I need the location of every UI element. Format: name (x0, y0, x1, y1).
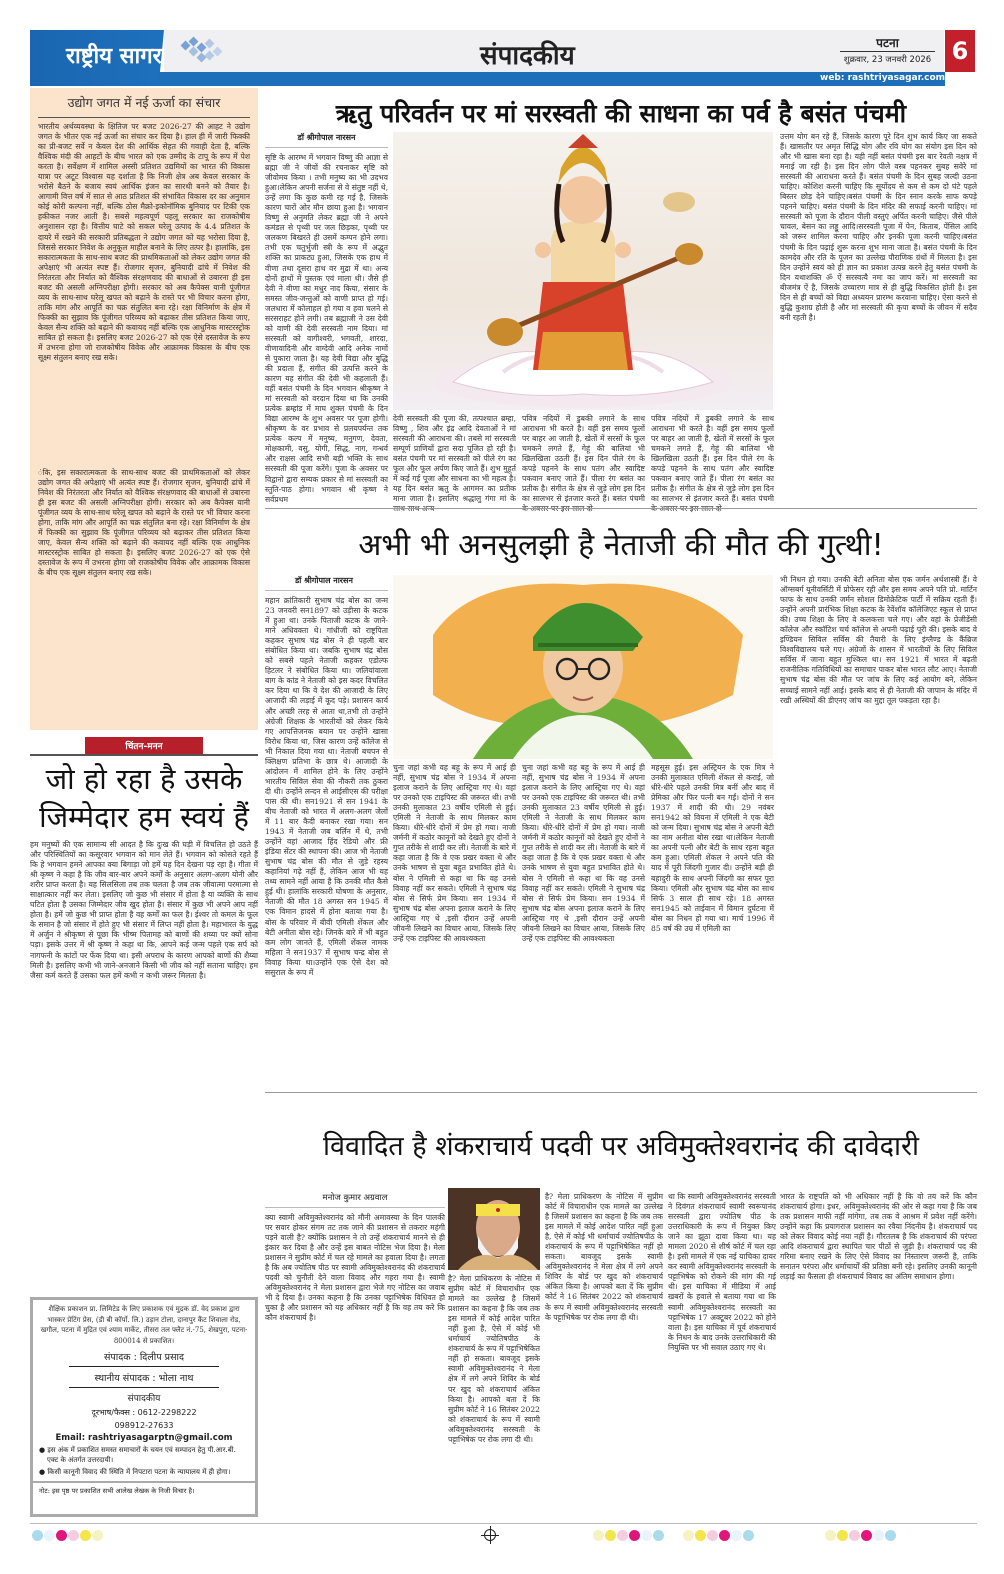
article2-col2b (522, 763, 645, 1085)
color-swatch (873, 1530, 884, 1541)
article2-col2-text: चुना जहां कभी वह बहू के रूप में आई ही नहीं, सुभाष चंद्र बोस ने 1934 में अपना इलाज कराने के लिए आस्ट्रिया गए थे। वहां पर उनको एक टाइपिस्ट की जरूरत थी। तभी उनकी मुलाकात 23 वर्षीय एमिली से हुई। एमिली ने नेताजी के साथ मिलकर काम किया। धीरे-धीरे दोनों में प्रेम हो गया। नाजी जर्मनी में कठोर कानूनों को देखते हुए दोनों ने गुप्त तरीके से शादी कर ली। नेताजी के बारे में कहा जाता है कि वे एक प्रखर वक्ता थे और उनके भाषण से युवा बहुत प्रभावित होते थे। बोस ने एमिली से कहा था कि वह उनसे विवाह नहीं कर सकते। एमिली ने सुभाष चंद्र बोस से सिर्फ प्रेम किया। सन 1934 में सुभाष चंद्र बोस अपना इलाज कराने के लिए आस्ट्रिया गए थे ,इसी दौरान उन्हें अपनी जीवनी लिखने का विचार आया, जिसके लिए उन्हें एक टाइपिस्ट की आवश्यकता (393, 763, 516, 943)
disclaimer-1-text: इस अंक में प्रकाशित समस्त समाचारों के चयन एवं सम्पादन हेतु पी.आर.बी. एक्ट के अंतर्गत उत्तरदायी। (47, 1446, 236, 1464)
article1-col3b-text: पवित्र नदियों में डुबकी लगाने के साथ आराधना भी करते है। वहीं इस समय फूलों पर बाहर आ जाती है, खेतों में सरसों के फूल चमकने लगते हैं, गेहूं की बालियां भी खिलखिला उठती हैं। इस दिन पीले रंग के कपड़े पहनने के साथ पतंग और स्वादिष्ट पकवान बनाए जाते हैं। पीला रंग बसंत का प्रतीक है। संगीत के क्षेत्र से जुड़े लोग इस दिन का सालभर से इंतजार करते हैं। बसंत पंचमी (651, 414, 774, 504)
color-swatch (605, 1530, 616, 1541)
article3-headline[interactable]: विवादित है शंकराचार्य पदवी पर अविमुक्तेश्वरानंद की दावेदारी (322, 1131, 920, 1162)
color-swatch (719, 1530, 730, 1541)
article3-col2b-text: है? मेला प्राधिकरण के नोटिस में सुप्रीम कोर्ट में विचाराधीन एक मामले का उल्लेख है जिसमें प्रशासन का कहना है कि जब तक इस मामले में कोई आदेश पारित नहीं हुआ है, ऐसे में कोई भी धर्माचार्य ज्योतिषपीठ के शंकराचार्य के रूप में पट्टाभिषेकित नहीं हो सकता। बावजूद इसके स्वामी अविमुक्तेश्वरानंद ने मेला क्षेत्र में लगे अपने शिविर के बोर्ड पर खुद को शंकराचार्य अंकित किया है। आपको बता दें कि सुप्रीम कोर्ट ने 16 सितंबर 2022 को शंकराचार्य के रूप में स्वामी अविमुक्तेश्वरानंद सरस्वती के पट्टाभिषेक पर रोक लगा दी थी। (545, 1192, 663, 1322)
color-swatch (683, 1530, 694, 1541)
article1-col1 (265, 132, 388, 517)
article3-col1 (265, 1192, 445, 1535)
article2-col4 (780, 575, 977, 1085)
color-swatch (80, 1530, 91, 1541)
chintan-manan-tag: चिंतन-मनन (85, 737, 203, 754)
website-link[interactable]: web: rashtriyasagar.com (820, 73, 946, 83)
local-editor-name: स्थानीय संपादक : भोला नाथ (69, 1371, 219, 1388)
netaji-portrait (393, 575, 773, 759)
article1-col4 (780, 132, 977, 500)
article3-col2b (545, 1192, 663, 1514)
diamond-pattern-icon (180, 36, 240, 66)
article2-byline: डॉ श्रीगोपाल नारसन (265, 575, 388, 591)
divider (30, 754, 258, 756)
article1-col1-text: सृष्टि के आरम्भ में भगवान विष्णु की आज्ञा से ब्रह्मा जी ने जीवों की रचनाकर सृष्टि को जीवोमय किया । तभी मनुष्य का भी उदभव हुआ।लेकिन अपनी सर्जना से वे संतुष्ट नहीं थे, उन्हें लगा कि कुछ कमी रह गई है, जिसके कारण चारों ओर मौन छाया हुआ है। भगवान विष्णु से अनुमति लेकर ब्रह्मा जी ने अपने कमंडल से पृथ्वी पर जल छिड़का, पृथ्वी पर जलकण बिखरते ही उसमें कम्पन होने लगा। तभी एक चतुर्भुजी स्त्री के रूप में अद्भुत शक्ति का प्राकट्य हुआ, जिसके एक हाथ में वीणा तथा दूसरा हाथ वर मुद्रा में था। अन्य दोनों हाथों में पुस्तक एवं माला थी। जैसे ही देवी ने वीणा का मधुर नाद किया, संसार के समस्त जीव-जन्तुओं को वाणी प्राप्त हो गई। जलधारा में कोलाहल हो गया व हवा चलने से सरसराहट होने लगी। तब ब्रह्माजी ने उस देवी को वाणी की देवी सरस्वती नाम दिया। मां सरस्वती को वागीश्वरी, भगवती, शारदा, वीणावादिनी और वाग्देवी आदि अनेक नामों से पुकारा जाता है। यह देवी विद्या और बुद्धि की प्रदाता हैं, संगीत की उत्पत्ति करने के कारण यह संगीत की देवी भी कहलाती हैं।वहीं बसंत पंचमी के दिन भगवान श्रीकृष्ण ने मां सरस्वती को वरदान दिया था कि उनकी प्रत्येक ब्रम्हांड में माघ शुक्ल पंचमी के दिन विद्या आरम्भ के शुभ अवसर पर पूजा होगी। श्रीकृष्ण के वर प्रभाव से प्रलयपर्यन्त तक प्रत्येक कल्प में मनुष्य, मनुगण, देवता, मोक्षकामी, वसु, योगी, सिद्ध, नाग, गन्धर्व और राक्षस आदि सभी बड़ी भक्ति के साथ सरस्वती की पूजा करेंगे। पूजा के अवसर पर विद्वानो द्वारा सम्यक प्रकार से मां सरस्वती का स्तुति-पाठ होगा। भगवान श्री कृष्ण ने सर्वप्रथम (265, 153, 388, 504)
color-swatch (707, 1530, 718, 1541)
color-swatch (861, 1530, 872, 1541)
sidebar-editorial-cont (30, 468, 258, 730)
article3-col1-text: क्या स्वामी अविमुक्तेश्वरानंद को मौनी अमावस्या के दिन पालकी पर सवार होकर संगम तट तक जाने की प्रशासन से तकरार महंगी पड़ने वाली है? क्योंकि प्रशासन ने तो उन्हें शंकराचार्य मानने से ही इंकार कर दिया है और उन्हें इस बाबत नोटिस भेज दिया है। मेला प्रशासन ने सुप्रीम कोर्ट में चल रहे मामले का हवाला दिया है। लगता है कि अब ज्योतिष पीठ पर स्वामी अविमुक्तेश्वरानंद की शंकराचार्य पदवी को चुनौती देने वाला विवाद और गहरा गया है। स्वामी अविमुक्तेश्वरानंद ने मेला प्रशासन द्वारा भेजे गए नोटिस का जवाब भी दे दिया है। उनका कहना है कि उनका पट्टाभिषेक विधिवत हो चुका है और प्रशासन को यह अधिकार नहीं है कि वह तय करे कि कौन शंकराचार्य है। (265, 1213, 445, 1323)
article3-byline: मनोज कुमार अग्रवाल (265, 1192, 445, 1208)
color-swatch (92, 1530, 103, 1541)
edition-city: पटना (840, 34, 935, 52)
footer-rule (30, 1523, 977, 1524)
chintan-body: हम मनुष्यों की एक सामान्य सी आदत है कि दुःख की घड़ी में विचलित हो उठते हैं और परिस्थितियों का कसूरवार भगवान को मान लेते हैं। भगवान को कोसते रहते हैं कि हे भगवान हमने आपका क्या बिगाड़ा जो हमें यह दिन देखना पड़ रहा है। गीता में श्री कृष्ण ने कहा है कि जीव बार-बार अपने कर्मों के अनुसार अलग-अलग योनी और शरीर प्राप्त करता है। यह सिलसिला तब तक चलता है जब तक जीवात्मा परमात्मा से साक्षात्कार नहीं कर लेता। इसलिए जो कुछ भी संसार में होता है या व्यक्ति के साथ घटित होता है उसका जिम्मेदार जीव खुद होता है। संसार में कुछ भी अपने आप नहीं होता है। हमें जो कुछ भी प्राप्त होता है वह कर्मों का फल है। ईश्वर तो कमल के फूल के समान है जो संसार में होते हुए भी संसार में लिप्त नहीं होता है। महाभारत के युद्ध में अर्जुन ने श्रीकृष्ण से पूछा कि भीष्म पितामह को बाणों की शय्या पर क्यों सोना पड़ा। इसके उत्तर में श्री कृष्ण ने कहा था कि, आपने कई जन्म पहले एक सर्प को नागफनी के कांटों पर फेंक दिया था। इसी अपराध के कारण आपको बाणों की शैय्या मिली है। इसलिए कभी भी जाने-अनजाने किसी भी जीव को नहीं सताना चाहिए। हम जैसा कर्म करते हैं उसका फल हमें कभी न कभी जरूर मिलता है। (30, 840, 258, 980)
article2-col3 (651, 763, 774, 1085)
imprint-box (30, 1297, 258, 1517)
article3-col4 (780, 1192, 977, 1514)
article3-col2 (448, 1274, 540, 1514)
publisher-line: शैक्षिक प्रकाशन प्रा. लिमिटेड के लिए प्रकाशक एवं मुद्रक डॉ. वेद प्रकाश द्वारा भास्कर प्रेटिंग प्रेस, (डी बी कॉर्पो. लि.) उड़ान टोला, दानापुर कैंट शिवाला रोड, खगौल, पटना में मुद्रित एवं श्याम मार्केट, तीसरा तल फ्लैट नं.-75, शेखपुरा, पटना- 800014 से प्रकाशित। (40, 1305, 248, 1345)
saraswati-illustration (393, 132, 773, 410)
article3-col4-text: भारत के राष्ट्रपति को भी अधिकार नहीं है कि वो तय करें कि कौन शंकराचार्य होगा। इधर, अविमुक्तेश्वरानंद की ओर से कहा गया है कि जब तक प्रशासन माफी नहीं मांगेगा, तब तक वे आश्रम में प्रवेश नहीं करेंगे। उन्होंने कहा कि प्रयागराज प्रशासन का रवैया निंदनीय है। शंकराचार्य पद को लेकर विवाद कोई नया नहीं है। गौरतलब है कि शंकराचार्य की परंपरा आदि शंकराचार्य द्वारा स्थापित चार पीठों से जुड़ी है। शंकराचार्य पद की गरिमा बनाए रखने के लिए ऐसे विवाद का निस्तारण जरूरी है, ताकि सनातन परंपरा और धर्माचार्यों की प्रतिष्ठा बनी रहे। इसलिए उनकी कानूनी लड़ाई का फैसला ही शंकराचार्य विवाद का अंतिम समाधान होगा। (780, 1192, 977, 1282)
registration-mark-icon (484, 1529, 496, 1541)
netaji-image (393, 575, 773, 759)
color-swatch (653, 1530, 664, 1541)
section-title: संपादकीय (480, 41, 575, 71)
sidebar-editorial-continuation (30, 468, 258, 730)
article1-byline: डॉ श्रीगोपाल नारसन (265, 132, 388, 148)
color-bar (825, 1530, 896, 1541)
color-swatch (885, 1530, 896, 1541)
avimukteshwaranand-photo (448, 1188, 540, 1270)
divider (265, 1092, 977, 1093)
disclaimer-1: ● इस अंक में प्रकाशित समस्त समाचारों के चयन एवं सम्पादन हेतु पी.आर.बी. एक्ट के अंतर्गत उत्तरदायी। (39, 1446, 236, 1464)
dept-label: संपादकीय (127, 1394, 161, 1404)
article1-col2 (393, 414, 516, 504)
sidebar-editorial-title: उद्योग जगत में नई ऊर्जा का संचार (38, 94, 250, 118)
color-bar (593, 1530, 664, 1541)
article1-col2-text: देवी सरस्वती की पूजा की, तत्पश्चात ब्रम्हा, विष्णु , शिव और इंद्र आदि देवताओं ने मां सरस्वती की आराधना की। तबसे मां सरस्वती सम्पूर्ण प्राणियों द्वारा सदा पूजित हो रही है। बसंत पंचमी पर मां सरस्वती को पीले रंग का फूल और फूल अर्पण किए जाते हैं। शुभ मुहूर्त में कई गई पूजा और साधना का भी महत्व है। यह दिन बसंत ऋतु के आगमन का प्रतीक माना जाता है। इसलिए श्रद्धालु गंगा मां के (393, 414, 516, 504)
color-swatch (825, 1530, 836, 1541)
color-swatch (617, 1530, 628, 1541)
masthead (30, 30, 975, 86)
article3-col3 (668, 1192, 776, 1514)
article2-col4-text: भी निधन हो गया। उनकी बेटी अनिता बोस एक जर्मन अर्थशास्त्री हैं। वे ऑग्सबर्ग यूनीवर्सिटी में प्रोफेसर रही और इस समय अपने पति प्रो. मार्टिन फाफ के साथ उनकी जर्मन सोशल डिमोक्रेटिक पार्टी में सक्रिय रहती हैं। उन्होंने अपनी प्रारंभिक शिक्षा कटक के रेवेंशॉव कॉलेजिएट स्कूल से प्राप्त की। उच्च शिक्षा के लिए वे कलकत्ता चले गए। और वहां के प्रेजीडेंसी कॉलेज और स्कॉटिश चर्च कॉलेज से अपनी पढ़ाई पूरी की। इसके बाद वे इण्डियन सिविल सर्विस की तैयारी के लिए इंग्लैण्ड के कैंब्रिज विश्वविद्यालय चले गए। अंग्रेजों के शासन में भारतीयों के लिए सिविल सर्विस में जाना बहुत मुश्किल था। सन 1921 में भारत में बढ़ती राजनीतिक गतिविधियों का समाचार पाकर बोस भारत लौट आए। नेताजी सुभाष चंद्र बोस की मौत पर जांच के लिए कई आयोग बने, लेकिन सच्चाई सामने नहीं आई। इसके बाद से ही नेताजी की जापान के मंदिर में रखी अस्थियों की डीएनए जांच का मुद्दा तूल पकड़ता रहा है। (780, 575, 977, 705)
sidebar-editorial (30, 88, 258, 468)
color-swatch (44, 1530, 55, 1541)
article3-col3-text: था कि स्वामी अविमुक्तेश्वरानंद सरस्वती ने दिवंगत शंकराचार्य स्वामी स्वरूपानंद सरस्वती द्वारा ज्योतिष पीठ के उत्तराधिकारी के रूप में नियुक्त किए जाने का झूठा दावा किया था। यह मामला 2020 से शीर्ष कोर्ट में चल रहा है। इसी मामले में एक नई याचिका दायर कर स्वामी अविमुक्तेश्वरानंद सरस्वती के पट्टाभिषेक को रोकने की मांग की गई थी। इस याचिका में मीडिया में आई खबरों के हवाले से बताया गया था कि स्वामी अविमुक्तेश्वरानंद सरस्वती का पट्टाभिषेक 17 अक्टूबर 2022 को होने वाला है। इस याचिका में पूर्व शंकराचार्य के निधन के बाद उनके उत्तराधिकारी की नियुक्ति पर भी सवाल उठाए गए थे। (668, 1192, 776, 1352)
article1-col3 (522, 414, 645, 504)
color-swatch (641, 1530, 652, 1541)
phone-fax: दूरभाष/फैक्स : 0612-2298222 (91, 1408, 197, 1417)
mobile-number: 098912-27633 (114, 1421, 174, 1430)
newspaper-logo[interactable]: राष्ट्रीय सागर (66, 44, 162, 69)
article3-col2-text: है? मेला प्राधिकरण के नोटिस में सुप्रीम कोर्ट में विचाराधीन एक मामले का उल्लेख है जिसमें प्रशासन का कहना है कि जब तक इस मामले में कोई आदेश पारित नहीं हुआ है, ऐसे में कोई भी धर्माचार्य ज्योतिषपीठ के शंकराचार्य के रूप में पट्टाभिषेकित नहीं हो सकता। बावजूद इसके स्वामी अविमुक्तेश्वरानंद ने मेला क्षेत्र में लगे अपने शिविर के बोर्ड पर खुद को शंकराचार्य अंकित किया है। आपको बता दें कि सुप्रीम कोर्ट ने 16 सितंबर 2022 को शंकराचार्य के रूप में स्वामी अविमुक्तेश्वरानंद सरस्वती के पट्टाभिषेक पर रोक लगा दी थी। (448, 1274, 540, 1444)
article2-col1 (265, 575, 388, 1096)
article1-col4-text: उत्तम योग बन रहे हैं, जिसके कारण पूरे दिन शुभ कार्य किए जा सकते हैं। खासतौर पर अमृत सिद्धि योग और रवि योग का संयोग इस दिन को और भी खास बना रहा है। यही नहीं बसंत पंचमी इस बार रेवती नक्षत्र में मनाई जा रही है। इस दिन लोग पीले वस्त्र पहनकर सुबह सवेरे मां सरस्वती की आराधना करते हैं। बसंत पंचमी के दिन सुबह जल्दी उठना चाहिए। कोशिश करनी चाहिए कि सूर्योदय से कम से कम दो घंटे पहले बिस्तर छोड़ देने चाहिए।बसंत पंचमी के दिन स्नान करके साफ कपड़े पहनने चाहिए। बसंत पंचमी के दिन मंदिर की सफाई करनी चाहिए। मां सरस्वती को पूजा के दौरान पीली वस्तुएं अर्पित करनी चाहिए। जैसे पीले चावल, बेसन का लड्डू आदि।सरस्वती पूजा में पेन, किताब, पेंसिल आदि को जरूर शामिल करना चाहिए और इनकी पूजा करनी चाहिए।बसंत पंचमी के दिन पढ़ाई शुरू करना शुभ माना जाता है। बसंत पंचमी के दिन कामदेव और रति के पूजन का उल्लेख पौराणिक ग्रंथों में मिलता है। इस दिन उन्होंने स्वयं को ही ज्ञान का प्रकाश उत्पन्न करने हेतु बसंत पंचमी के दिन यथाशक्ति ॐ ऐं सरस्वत्यै नमः का जाप करें। मां सरस्वती का बीजमंत्र ऐं है, जिसके उच्चारण मात्र से ही बुद्धि विकसित होती है। इस दिन से ही बच्चों को विद्या अध्ययन प्रारम्भ करवाना चाहिए। ऐसा करने से बुद्धि कुशाग्र होती है और मां सरस्वती की कृपा बच्चों के जीवन में सदैव बनी रहती है। (780, 132, 977, 322)
swami-portrait (448, 1188, 540, 1270)
article2-col2b-text: चुना जहां कभी वह बहू के रूप में आई ही नहीं, सुभाष चंद्र बोस ने 1934 में अपना इलाज कराने के लिए आस्ट्रिया गए थे। वहां पर उनको एक टाइपिस्ट की जरूरत थी। तभी उनकी मुलाकात 23 वर्षीय एमिली से हुई। एमिली ने नेताजी के साथ मिलकर काम किया। धीरे-धीरे दोनों में प्रेम हो गया। नाजी जर्मनी में कठोर कानूनों को देखते हुए दोनों ने गुप्त तरीके से शादी कर ली। नेताजी के बारे में कहा जाता है कि वे एक प्रखर वक्ता थे और उनके भाषण से युवा बहुत प्रभावित होते थे। बोस ने एमिली से कहा था कि वह उनसे विवाह नहीं कर सकते। एमिली ने सुभाष चंद्र बोस से सिर्फ प्रेम किया। सन 1934 में सुभाष चंद्र बोस अपना इलाज कराने के लिए आस्ट्रिया गए थे ,इसी दौरान उन्हें अपनी जीवनी लिखने का विचार आया, जिसके लिए उन्हें एक टाइपिस्ट की आवश्यकता (522, 763, 645, 943)
article2-col1-text: महान क्रांतिकारी सुभाष चंद्र बोस का जन्म 23 जनवरी सन1897 को उड़ीसा के कटक में हुआ था। उनके पिताजी कटक के जाने-माने अधिवक्ता थे। गांधीजी को राष्ट्रपिता कहकर सुभाष चंद्र बोस ने ही पहली बार संबोधित किया था। जबकि सुभाष चंद्र बोस को सबसे पहले नेताजी कहकर एडोल्फ हिटलर ने संबोधित किया था। जलियांवाला बाग के कांड ने नेताजी को इस कदर विचलित कर दिया था कि वे देश की आजादी के लिए आजादी की लड़ाई में कूद पड़े। प्रशासन कार्य और अच्छी तरह से आता था,तभी तो उन्होंने अंग्रेजी शिक्षक के भारतीयों को लेकर किये गए आपत्तिजनक बयान पर उन्होंने खासा विरोध किया था, जिस कारण उन्हें कॉलेज से भी निकाल दिया गया था। नेताजी बचपन से क्लिक्षण प्रतिभा के छात्र थे। आजादी के आंदोलन में शामिल होने के लिए उन्होंने भारतीय सिविल सेवा की नौकरी तक ठुकरा दी थी। उन्होंने लन्दन से आईसीएस की परीक्षा पास की थी। सन1921 से सन 1941 के बीच नेताजी को भारत में अलग-अलग जेलों में 11 बार कैदी बनाकर रखा गया। सन 1943 में नेताजी जब बर्लिन में थे, तभी उन्होंने वहां आजाद हिंद रेडियो और फ्री इंडिया सेंटर की स्थापना की। आज भी नेताजी सुभाष चंद्र बोस की मौत से जुड़े रहस्य कहानियां गढ़े नहीं हैं, लेकिन आज भी यह तथ्य सामने नहीं आया है कि उनकी मौत कैसे हुई थी। हालांकि सरकारी घोषणा के अनुसार, नेताजी की मौत 18 अगस्त सन 1945 में एक विमान हादसे में होना बताया गया है। बोस के परिवार में बीवी एमिली शेंकल और बेटी अनीता बोस रहे। जिनके बारे में भी बहुत कम लोग जानते हैं, एमिली शेंकल नामक महिला ने सन1937 में सुभाष चन्द्र बोस से विवाह किया था।उन्होंने एक ऐसे देश को ससुराल के रूप में (265, 596, 388, 977)
color-swatch (56, 1530, 67, 1541)
article2-col2 (393, 763, 516, 1085)
chintan-headline-line1: जो हो रहा है उसके (45, 762, 243, 796)
disclaimer-2-text: किसी कानूनी विवाद की स्थिति में निपटारा पटना के न्यायालय में ही होगा। (47, 1468, 231, 1476)
color-swatch (593, 1530, 604, 1541)
color-swatch (849, 1530, 860, 1541)
article2-col3-text: महसूस हुई। इस अस्ट्रियन के एक मित्र ने उनकी मुलाकात एमिली शेंकल से कराई, जो धीरे-धीरे पहले उनकी मित्र बनीं और बाद में प्रेमिका और फिर पत्नी बन गईं। दोनों ने सन 1937 में शादी की थी। 29 नवंबर सन1942 को वियना में एमिली ने एक बेटी को जन्म दिया। सुभाष चंद्र बोस ने अपनी बेटी का नाम अनीता बोस रखा था।लेकिन नेताजी का अपनी पत्नी और बेटी के साथ रहना बहुत कम हुआ। एमिली शेंकल ने अपने पति की याद में पूरी जिंदगी गुजार दी। उन्होंने बड़ी ही बहादुरी के साथ अपनी जिंदगी का सफर पूरा किया। एमिली और सुभाष चंद्र बोस का साथ सिर्फ 3 साल ही साथ रहे। 18 अगस्त सन1945 को ताईवान में विमान दुर्घटना में बोस का निधन हो गया था। मार्च 1996 में 85 वर्ष की उम्र में एमिली का (651, 763, 774, 933)
sidebar-editorial-body-cont: ंकि, इस सकारात्मकता के साथ-साथ बजट की प्राथमिकताओं को लेकर उद्योग जगत की अपेक्षाएं भी अत्यंत स्पष्ट हैं। रोजगार सृजन, बुनियादी ढांचे में निवेश की निरंतरता और निर्यात को वैश्विक संरक्षणवाद की बाधाओं से उबारना ही इस बजट की असली अग्निपरीक्षा होगी। सरकार को अब कैपेक्स यानी पूंजीगत व्यय के साथ-साथ घरेलू खपत को बढ़ाने के रास्ते पर भी विचार करना होगा, ताकि मांग और आपूर्ति का चक्र संतुलित बना रहे। रक्षा विनिर्माण के क्षेत्र में फिक्की का सुझाव कि पूंजीगत परिव्यय को बढ़ाकर तीस प्रतिशत किया जाए, केवल सैन्य शक्ति को बढ़ाने की कवायद नहीं बल्कि एक आधुनिक मास्टरस्ट्रोक साबित हो सकता है। इसलिए बजट 2026-27 को एक ऐसे दस्तावेज के रूप में उभरना होगा जो राजकोषीय विवेक और आक्रामक विकास के बीच एक सूक्ष्म संतुलन बनाए रख सके। (38, 468, 250, 578)
divider (265, 508, 977, 509)
color-bar (32, 1530, 103, 1541)
email-link[interactable]: Email: rashtriyasagarptn@gmail.com (55, 1433, 233, 1443)
color-swatch (743, 1530, 754, 1541)
chintan-headline-line2: जिम्मेदार हम स्वयं हैं (39, 800, 249, 834)
saraswati-image (393, 132, 773, 410)
chintan-manan-section (30, 737, 258, 1234)
color-swatch (629, 1530, 640, 1541)
editor-name: संपादक : दिलीप प्रसाद (69, 1350, 219, 1367)
sidebar-editorial-body: भारतीय अर्थव्यवस्था के क्षितिज पर बजट 2026-27 की आहट ने उद्योग जगत के भीतर एक नई ऊर्जा का संचार कर दिया है। हाल ही में जारी फिक्की का प्री-बजट सर्वे न केवल देश की आर्थिक सेहत की गवाही देता है, बल्कि वैश्विक मंदी की आहटों के बीच भारत को एक उम्मीद के टापू के रूप में पेश करता है। सर्वेक्षण में शामिल अस्सी प्रतिशत उद्यमियों का भारत की विकास यात्रा पर अटूट विश्वास यह दर्शाता है कि निजी क्षेत्र अब केवल सरकार के भरोसे बैठने के बजाय स्वयं आर्थिक इंजन का सारथी बनने को तैयार है। आगामी वित्त वर्ष में सात से आठ प्रतिशत की संभावित विकास दर का अनुमान कोई कोरी कल्पना नहीं, बल्कि ठोस मैक्रो-इकोनॉमिक बुनियाद पर टिकी एक हकीकत नजर आती है। सबसे महत्वपूर्ण पहलू सरकार का राजकोषीय अनुशासन रहा है। वित्तीय घाटे को सकल घरेलू उत्पाद के 4.4 प्रतिशत के दायरे में रखने की सरकारी प्रतिबद्धता ने उद्योग जगत को यह भरोसा दिया है, जिससे सरकार निवेश के अनुकूल माहौल बनाने के लिए तत्पर है। हालांकि, इस सकारात्मकता के साथ-साथ बजट की प्राथमिकताओं को लेकर उद्योग जगत की अपेक्षाएं भी अत्यंत स्पष्ट हैं। रोजगार सृजन, बुनियादी ढांचे में निवेश की निरंतरता और निर्यात को वैश्विक संरक्षणवाद की बाधाओं से उबारना ही इस बजट की असली अग्निपरीक्षा होगी। सरकार को अब कैपेक्स यानी पूंजीगत व्यय के साथ-साथ घरेलू खपत को बढ़ाने के रास्ते पर भी विचार करना होगा, ताकि मांग और आपूर्ति का चक्र संतुलित बना रहे। रक्षा विनिर्माण के क्षेत्र में फिक्की का सुझाव कि पूंजीगत परिव्यय को बढ़ाकर तीस प्रतिशत किया जाए, केवल सैन्य शक्ति को बढ़ाने की कवायद नहीं बल्कि एक आधुनिक मास्टरस्ट्रोक साबित हो सकता है। इसलिए बजट 2026-27 को एक ऐसे दस्तावेज के रूप में उभरना होगा जो राजकोषीय विवेक और आक्रामक विकास के बीच एक सूक्ष्म संतुलन बनाए रख सके। (38, 122, 250, 363)
color-bar (683, 1530, 754, 1541)
article2-headline[interactable]: अभी भी अनसुलझी है नेताजी की मौत की गुत्थी! (358, 528, 884, 563)
color-swatch (731, 1530, 742, 1541)
left-column (30, 88, 258, 468)
disclaimer-2: ● किसी कानूनी विवाद की स्थिति में निपटारा पटना के न्यायालय में ही होगा। (39, 1468, 231, 1476)
color-swatch (837, 1530, 848, 1541)
color-swatch (68, 1530, 79, 1541)
article1-col3-text: पवित्र नदियों में डुबकी लगाने के साथ आराधना भी करते है। वहीं इस समय फूलों पर बाहर आ जाती है, खेतों में सरसों के फूल चमकने लगते हैं, गेहूं की बालियां भी खिलखिला उठती हैं। इस दिन पीले रंग के कपड़े पहनने के साथ पतंग और स्वादिष्ट पकवान बनाए जाते हैं। पीला रंग बसंत का प्रतीक है। संगीत के क्षेत्र से जुड़े लोग इस दिन का सालभर से इंतजार करते हैं। बसंत पंचमी (522, 414, 645, 504)
color-swatch (695, 1530, 706, 1541)
article1-headline[interactable]: ऋतु परिवर्तन पर मां सरस्वती की साधना का पर्व है बसंत पंचमी (335, 99, 907, 128)
article1-col3b (651, 414, 774, 504)
color-swatch (32, 1530, 43, 1541)
page-number: 6 (945, 30, 975, 72)
author-note: नोट: इस पृष्ठ पर प्रकाशित सभी आलेख लेखक के निजी विचार है। (33, 1481, 255, 1498)
edition-date: शुक्रवार, 23 जनवरी 2026 (843, 55, 932, 65)
